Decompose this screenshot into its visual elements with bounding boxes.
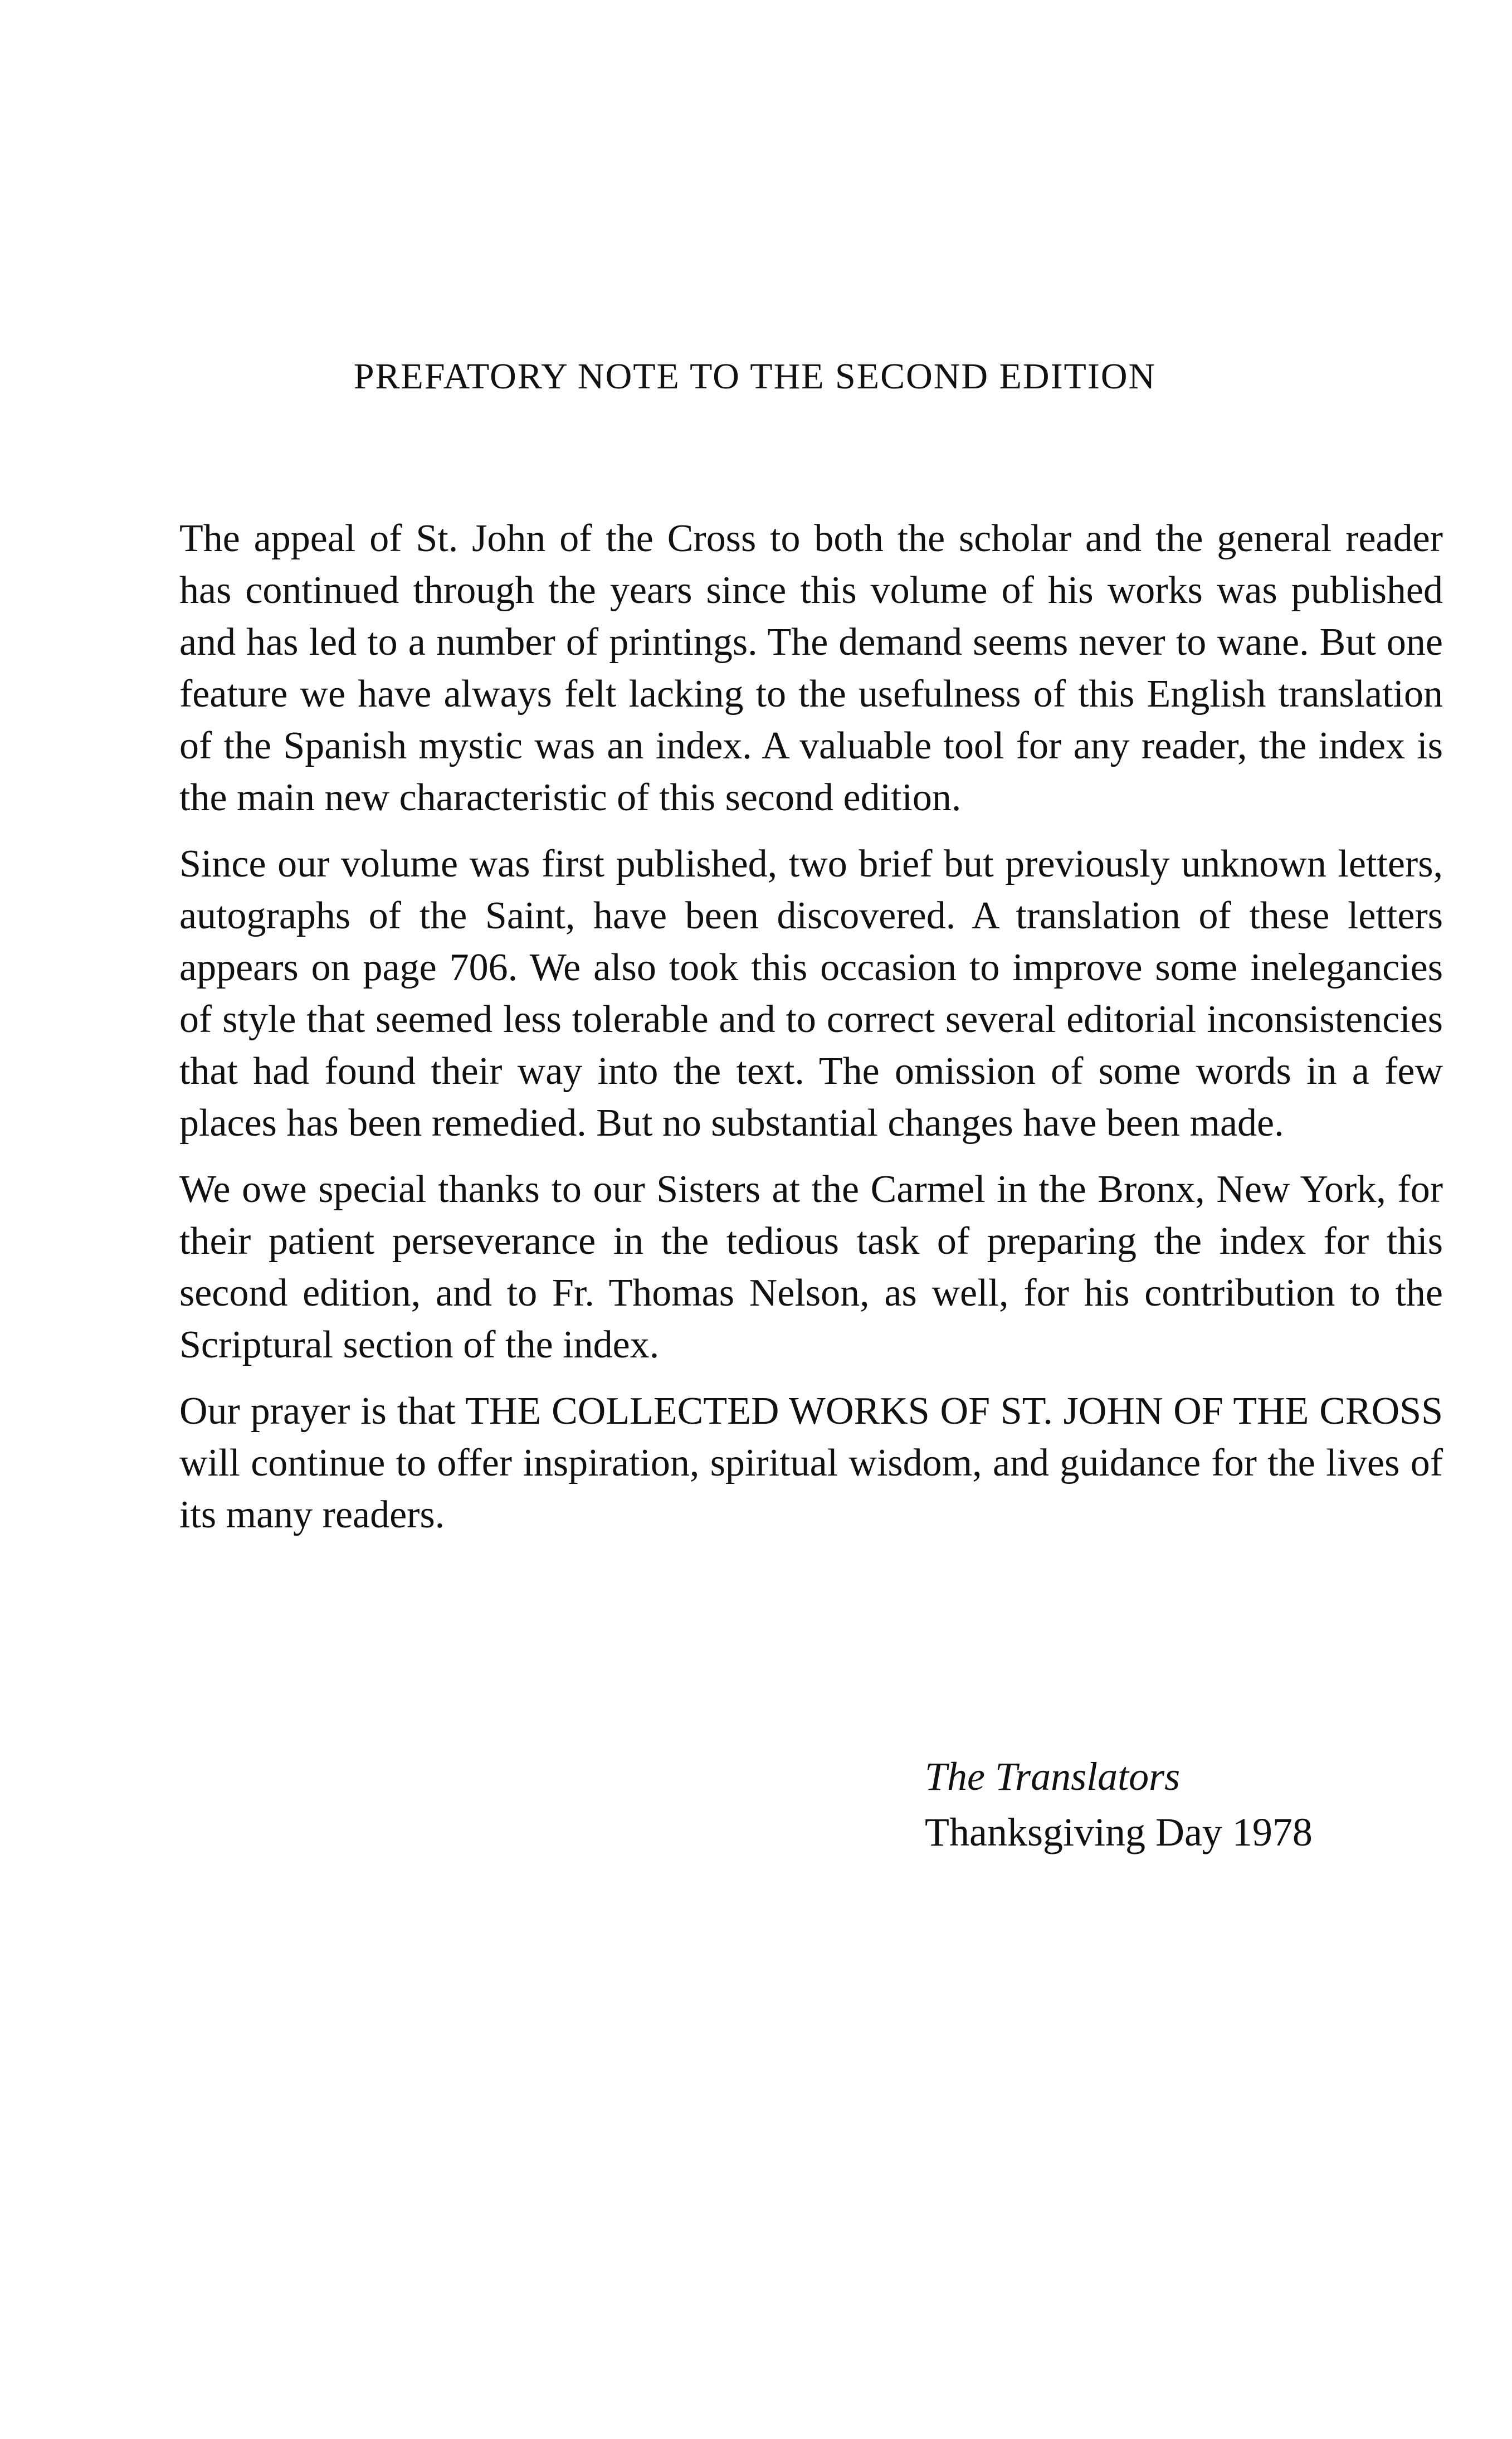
signature-date: Thanksgiving Day 1978 — [925, 1810, 1313, 1854]
prefatory-note-body — [179, 513, 1443, 1555]
page-title: PREFATORY NOTE TO THE SECOND EDITION — [353, 356, 1157, 397]
paragraph-new-letters: Since our volume was first published, two brief but previously unknown letters, autographs of the Saint, have been discovered. A translation of these letters appears on page 706. We also took this occasion to improve some inelegancies of style that seemed less tolerable and to correct several editorial inconsistencies that had found their way into the text. The omission of some words in a few places has been remedied. But no substantial changes have been made. — [179, 843, 1443, 1145]
paragraph-appeal: The appeal of St. John of the Cross to both the scholar and the general reader has continued through the years since this volume of his works was published and has led to a number of printings. The demand seems never to wane. But one feature we have always felt lacking to the usefulness of this English translation of the Spanish mystic was an index. A valuable tool for any reader, the index is the main new characteristic of this second edition. — [179, 517, 1443, 819]
paragraph-thanks: We owe special thanks to our Sisters at the Carmel in the Bronx, New York, for their patient perseverance in the tedious task of preparing the index for this second edition, and to Fr. Thomas Nelson, as well, for his contribution to the Scriptural section of the index. — [179, 1168, 1443, 1366]
signature-name: The Translators — [925, 1754, 1181, 1799]
signature-block — [925, 1749, 1426, 1860]
paragraph-prayer: Our prayer is that THE COLLECTED WORKS OF ST. JOHN OF THE CROSS will continue to offer inspiration, spiritual wisdom, and guidance for the lives of its many readers. — [179, 1390, 1443, 1536]
